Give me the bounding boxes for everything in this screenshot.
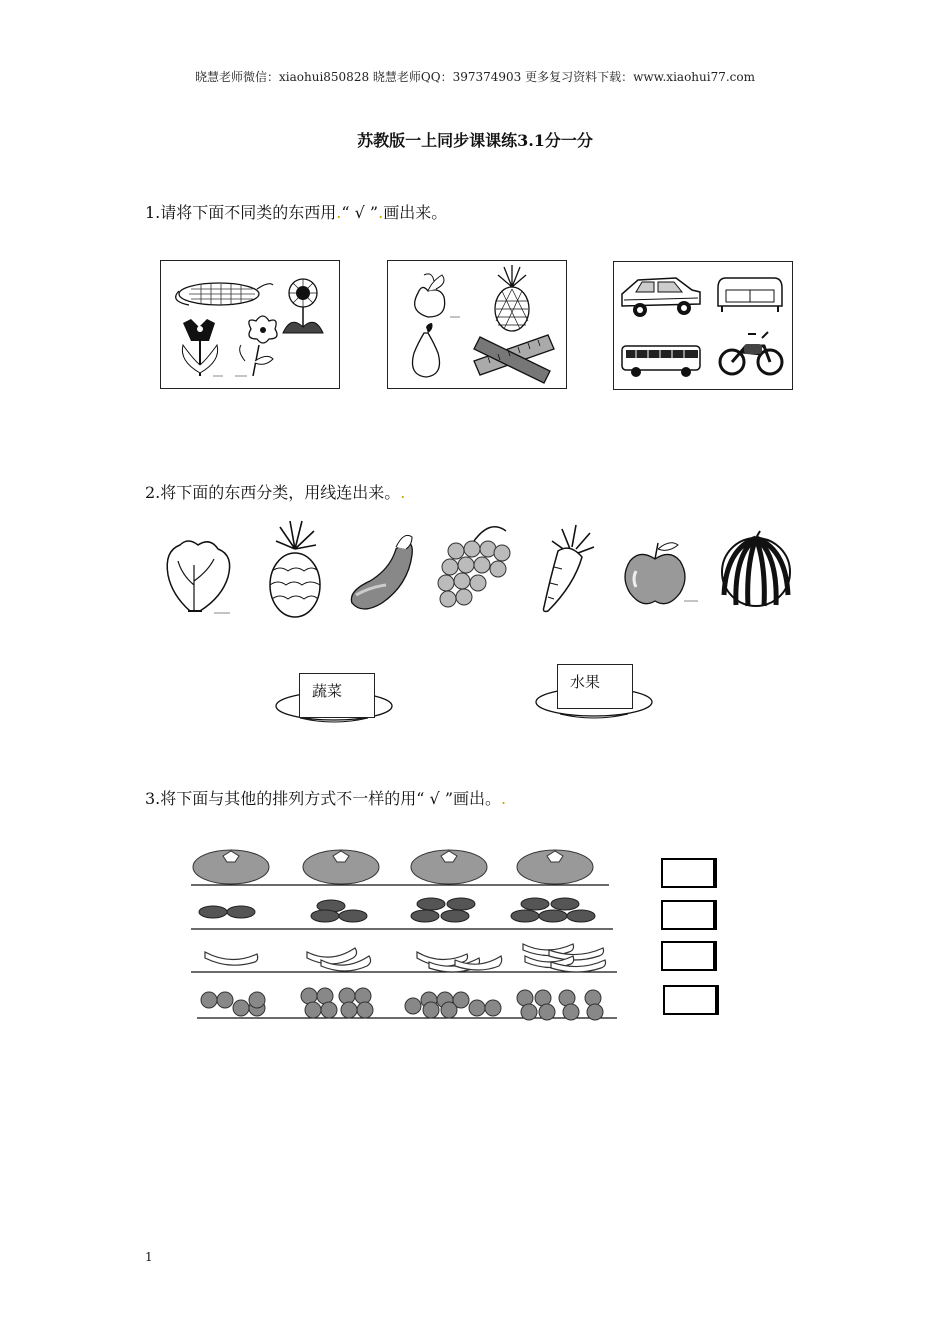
vegetable-plate-label: 蔬菜 (312, 682, 343, 700)
ruler-icon (474, 335, 554, 383)
q3-answer-box-row-2[interactable] (661, 900, 717, 930)
sunflower-icon (283, 279, 323, 333)
page-header: 晓慧老师微信：xiaohui850828 晓慧老师QQ：397374903 更多复习资料下载：www.xiaohui77.com (195, 70, 755, 84)
decorative-dot: . (378, 203, 384, 222)
question-1-part3: 画出来。 (383, 203, 448, 222)
question-3-text (145, 786, 506, 809)
apple-row[interactable] (201, 988, 603, 1020)
q1-group-vehicles-art (614, 262, 792, 389)
q1-group-vehicles[interactable] (613, 261, 793, 390)
mango-row[interactable] (199, 898, 595, 922)
apple-icon[interactable] (625, 543, 698, 604)
carrot-icon[interactable] (544, 525, 595, 612)
vegetable-plate-box[interactable] (299, 673, 375, 718)
q3-answer-box-row-4[interactable] (663, 985, 719, 1015)
peach-icon (415, 274, 460, 317)
q3-arrangement-rows (185, 840, 625, 1025)
pineapple-icon[interactable] (270, 521, 320, 617)
question-2-label: 2.将下面的东西分类，用线连出来。 (145, 483, 401, 502)
lily-icon (235, 316, 277, 376)
car-icon (622, 278, 700, 317)
question-2-text (145, 480, 405, 503)
banana-row[interactable] (205, 944, 606, 972)
orange-icon (303, 850, 379, 884)
question-1-text (145, 200, 447, 223)
question-1-part2: “ √ ” (341, 203, 379, 222)
q1-group-fruits-art (388, 261, 566, 388)
q2-items-row (150, 515, 810, 625)
cabbage-icon[interactable] (167, 541, 230, 613)
orange-icon (193, 850, 269, 884)
bus-icon (622, 346, 700, 377)
question-1-part1: 1.请将下面不同类的东西用 (145, 203, 337, 222)
q1-group-plants[interactable] (160, 260, 340, 389)
question-3-part1: 3.将下面与其他的排列方式不一样的用 (145, 789, 417, 808)
question-3-part2: “ √ ”画出。 (416, 789, 502, 808)
motorcycle-icon (720, 332, 782, 374)
sofa-icon (718, 278, 782, 312)
fruit-plate-label: 水果 (570, 673, 601, 691)
decorative-dot: . (336, 203, 342, 222)
q3-answer-box-row-1[interactable] (661, 858, 717, 888)
grapes-icon[interactable] (438, 527, 510, 607)
pineapple-icon (495, 265, 529, 331)
page-title: 苏教版一上同步课课练3.1分一分 (357, 131, 593, 150)
q1-group-fruits[interactable] (387, 260, 567, 389)
eggplant-icon[interactable] (351, 535, 412, 609)
q3-answer-box-row-3[interactable] (661, 941, 717, 971)
orange-icon (411, 850, 487, 884)
q1-group-plants-art (161, 261, 339, 388)
corn-icon (176, 283, 273, 305)
orange-icon (517, 850, 593, 884)
decorative-dot: . (501, 789, 507, 808)
tulip-icon (182, 319, 223, 376)
fruit-plate-box[interactable] (557, 664, 633, 709)
page-number: 1 (145, 1250, 153, 1264)
orange-row[interactable] (193, 850, 593, 884)
watermelon-icon[interactable] (722, 531, 790, 606)
pear-icon (413, 323, 440, 377)
decorative-dot: . (400, 483, 406, 502)
